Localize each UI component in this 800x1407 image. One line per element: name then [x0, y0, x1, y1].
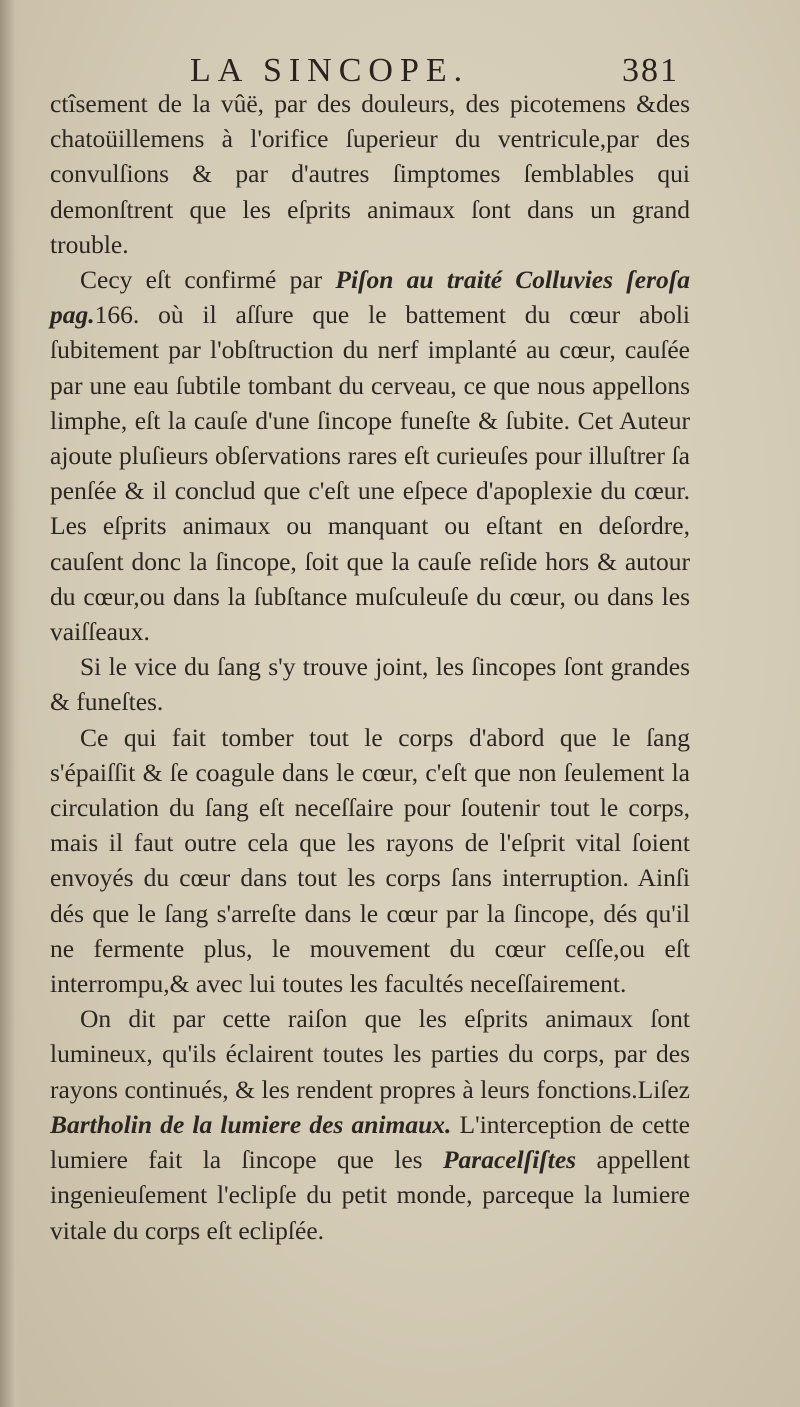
citation-italic: Bartholin de la lumiere des animaux. [50, 1109, 452, 1139]
text-run: Ce qui fait tomber tout le corps d'abord que le ſang s'épaiſſit & ſe coagule dans le cœur, c'eſt que non ſeulement la circulation du ſang eſt neceſſaire pour ſoutenir tout le corps, mais il faut outre cela que les rayons de l'eſprit vital ſoient envoyés du cœur dans tout les corps ſans interruption. Ainſi dés que le ſang s'arreſte dans le cœur par la ſincope, dés qu'il ne fermente plus, le mouvement du cœur ceſſe,ou eſt interrompu,& avec lui toutes les facultés neceſſairement. [50, 722, 690, 999]
page-number: 381 [622, 52, 679, 89]
paragraph [50, 262, 690, 649]
running-head: LA SINCOPE. [190, 52, 470, 89]
text-run: ctîsement de la vûë, par des douleurs, des picotemens &des chatoüillemens à l'orifice ſuperieur du ventricule,par des convulſions & par d'autres ſimptomes ſemblables qui demonſtrent que les eſprits animaux ſont dans un grand trouble. [50, 89, 690, 259]
citation-italic: Piſon au traité Colluvies ſeroſa pag. [50, 265, 690, 330]
paragraph [50, 649, 690, 719]
text-run: L'interception de cette lumiere fait la ſincope que les [50, 1109, 690, 1175]
paragraph [50, 86, 690, 262]
text-run: Cecy eſt confirmé par [80, 265, 336, 295]
paragraph [50, 1001, 690, 1247]
body-text [50, 86, 690, 1248]
text-run: appellent ingenieuſement l'eclipſe du petit monde, parceque la lumiere vitale du corps eſt eclipſée. [50, 1145, 690, 1245]
paragraph [50, 720, 690, 1002]
text-run: On dit par cette raiſon que les eſprits animaux ſont lumineux, qu'ils éclairent toutes les parties du corps, par des rayons continués, & les rendent propres à leurs fonctions.Liſez [50, 1004, 690, 1104]
term-italic: Paracelſiſtes [442, 1145, 577, 1175]
page-gutter-shadow [0, 0, 22, 1407]
text-run: 166. où il aſſure que le battement du cœur aboli ſubitement par l'obſtruction du nerf implanté au cœur, cauſée par une eau ſubtile tombant du cerveau, ce que nous appellons limphe, eſt la cauſe d'une ſincope funeſte & ſubite. Cet Auteur ajoute pluſieurs obſervations rares eſt curieuſes pour illuſtrer ſa penſée & il conclud que c'eſt une eſpece d'apoplexie du cœur. Les eſprits animaux ou manquant ou eſtant en deſordre, cauſent donc la ſincope, ſoit que la cauſe reſide hors & autour du cœur,ou dans la ſubſtance muſculeuſe du cœur, ou dans les vaiſſeaux. [50, 300, 690, 647]
text-run: Si le vice du ſang s'y trouve joint, les ſincopes ſont grandes & funeſtes. [50, 652, 690, 717]
